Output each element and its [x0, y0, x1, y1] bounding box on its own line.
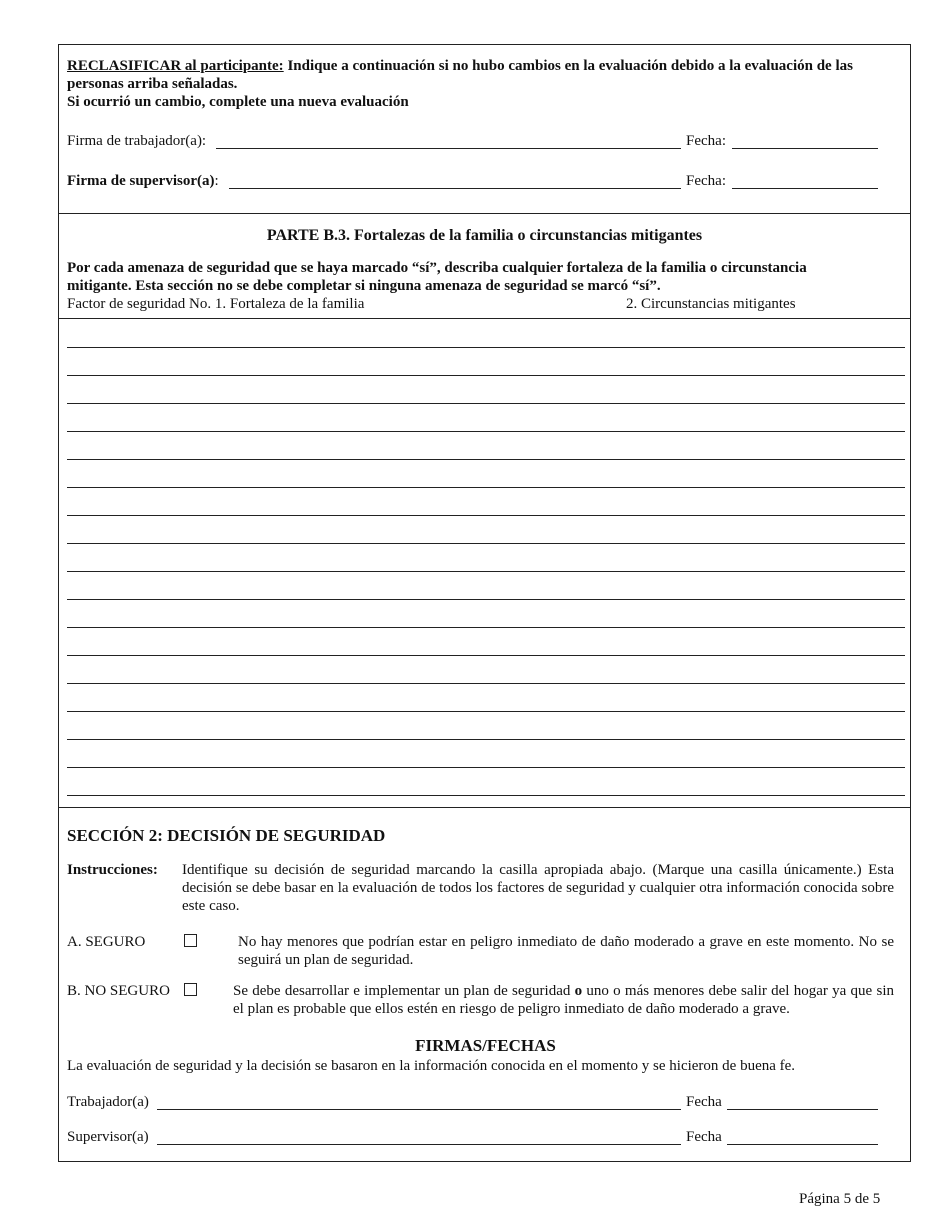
instructions-text: Identifique su decisión de seguridad marcando la casilla apropiada abajo. (Marque una casilla únicamente.) Esta decisión se debe basar en la evaluación de todos los factores de seguridad y cualquier otra información conocida sobre este caso. [182, 862, 894, 914]
writing-line[interactable] [67, 739, 905, 740]
part-b3-title: PARTE B.3. Fortalezas de la familia o circunstancias mitigantes [266, 227, 703, 244]
writing-line[interactable] [67, 683, 905, 684]
trabajador-date-label: Fecha [686, 1094, 722, 1110]
writing-line[interactable] [67, 431, 905, 432]
reclassify-instructions [67, 57, 897, 93]
writing-line[interactable] [67, 347, 905, 348]
option-b-bold: o [574, 983, 583, 999]
signatures-statement: La evaluación de seguridad y la decisión se basaron en la información conocida en el momento y se hicieron de buena fe. [67, 1058, 796, 1074]
form-frame [58, 44, 911, 1162]
writing-line[interactable] [67, 795, 905, 796]
trabajador-date-field[interactable] [727, 1109, 878, 1110]
writing-line[interactable] [67, 599, 905, 600]
worker-date-field[interactable] [732, 148, 878, 149]
supervisor-date-label-2: Fecha [686, 1129, 722, 1145]
trabajador-signature-field[interactable] [157, 1109, 681, 1110]
reclassify-title-rest: Indique a continuación si no hubo cambios en la evaluación debido a la evaluación de las personas arriba señaladas. [67, 58, 853, 92]
writing-line[interactable] [67, 571, 905, 572]
supervisor-date-field-2[interactable] [727, 1144, 878, 1145]
writing-line[interactable] [67, 459, 905, 460]
supervisor-date-field[interactable] [732, 188, 878, 189]
instructions-label: Instrucciones: [67, 862, 158, 878]
signatures-title: FIRMAS/FECHAS [415, 1036, 556, 1055]
divider [59, 807, 910, 808]
option-b-text-part2: uno o más menores debe salir del hogar ya que sin el plan es probable que ellos estén en riesgo de peligro inmediato de daño moderado a grave. [233, 983, 894, 1017]
option-a-text: No hay menores que podrían estar en peligro inmediato de daño moderado a grave en este momento. No se seguirá un plan de seguridad. [238, 934, 894, 968]
page-number: Página 5 de 5 [799, 1191, 881, 1207]
writing-line[interactable] [67, 627, 905, 628]
writing-line[interactable] [67, 543, 905, 544]
option-b-text-part1: Se debe desarrollar e implementar un plan de seguridad [233, 983, 575, 999]
supervisor-signature-colon: : [214, 173, 219, 189]
option-a-label: A. SEGURO [67, 934, 146, 950]
reclassify-title: RECLASIFICAR al participante: [67, 58, 284, 74]
supervisor-signature-label-wrap [67, 172, 219, 190]
option-b-checkbox[interactable] [184, 983, 197, 996]
supervisor-date-label: Fecha: [686, 173, 726, 189]
worker-date-label: Fecha: [686, 133, 726, 149]
writing-line[interactable] [67, 711, 905, 712]
writing-line[interactable] [67, 375, 905, 376]
supervisor-label: Supervisor(a) [67, 1129, 149, 1145]
worker-signature-label: Firma de trabajador(a): [67, 133, 207, 149]
divider [59, 318, 910, 319]
part-b3-instructions-line1: Por cada amenaza de seguridad que se haya marcado “sí”, describa cualquier fortaleza de la familia o circunstancia [67, 260, 807, 276]
column-header-mitigating-circumstances: 2. Circunstancias mitigantes [626, 296, 796, 312]
reclassify-note: Si ocurrió un cambio, complete una nueva evaluación [67, 94, 409, 110]
writing-line[interactable] [67, 515, 905, 516]
option-a-checkbox[interactable] [184, 934, 197, 947]
worker-signature-field[interactable] [216, 148, 681, 149]
writing-line[interactable] [67, 767, 905, 768]
trabajador-label: Trabajador(a) [67, 1094, 149, 1110]
divider [59, 213, 910, 214]
writing-line[interactable] [67, 403, 905, 404]
option-b-text [233, 982, 894, 1018]
part-b3-instructions-line2: mitigante. Esta sección no se debe completar si ninguna amenaza de seguridad se marcó “sí”. [67, 278, 661, 294]
option-b-label: B. NO SEGURO [67, 983, 170, 999]
writing-line[interactable] [67, 655, 905, 656]
supervisor-signature-label: Firma de supervisor(a) [67, 173, 215, 189]
supervisor-signature-field[interactable] [229, 188, 681, 189]
writing-line[interactable] [67, 487, 905, 488]
column-header-family-strength: Factor de seguridad No. 1. Fortaleza de la familia [67, 296, 365, 312]
section2-title: SECCIÓN 2: DECISIÓN DE SEGURIDAD [67, 826, 386, 845]
supervisor-signature-field-2[interactable] [157, 1144, 681, 1145]
